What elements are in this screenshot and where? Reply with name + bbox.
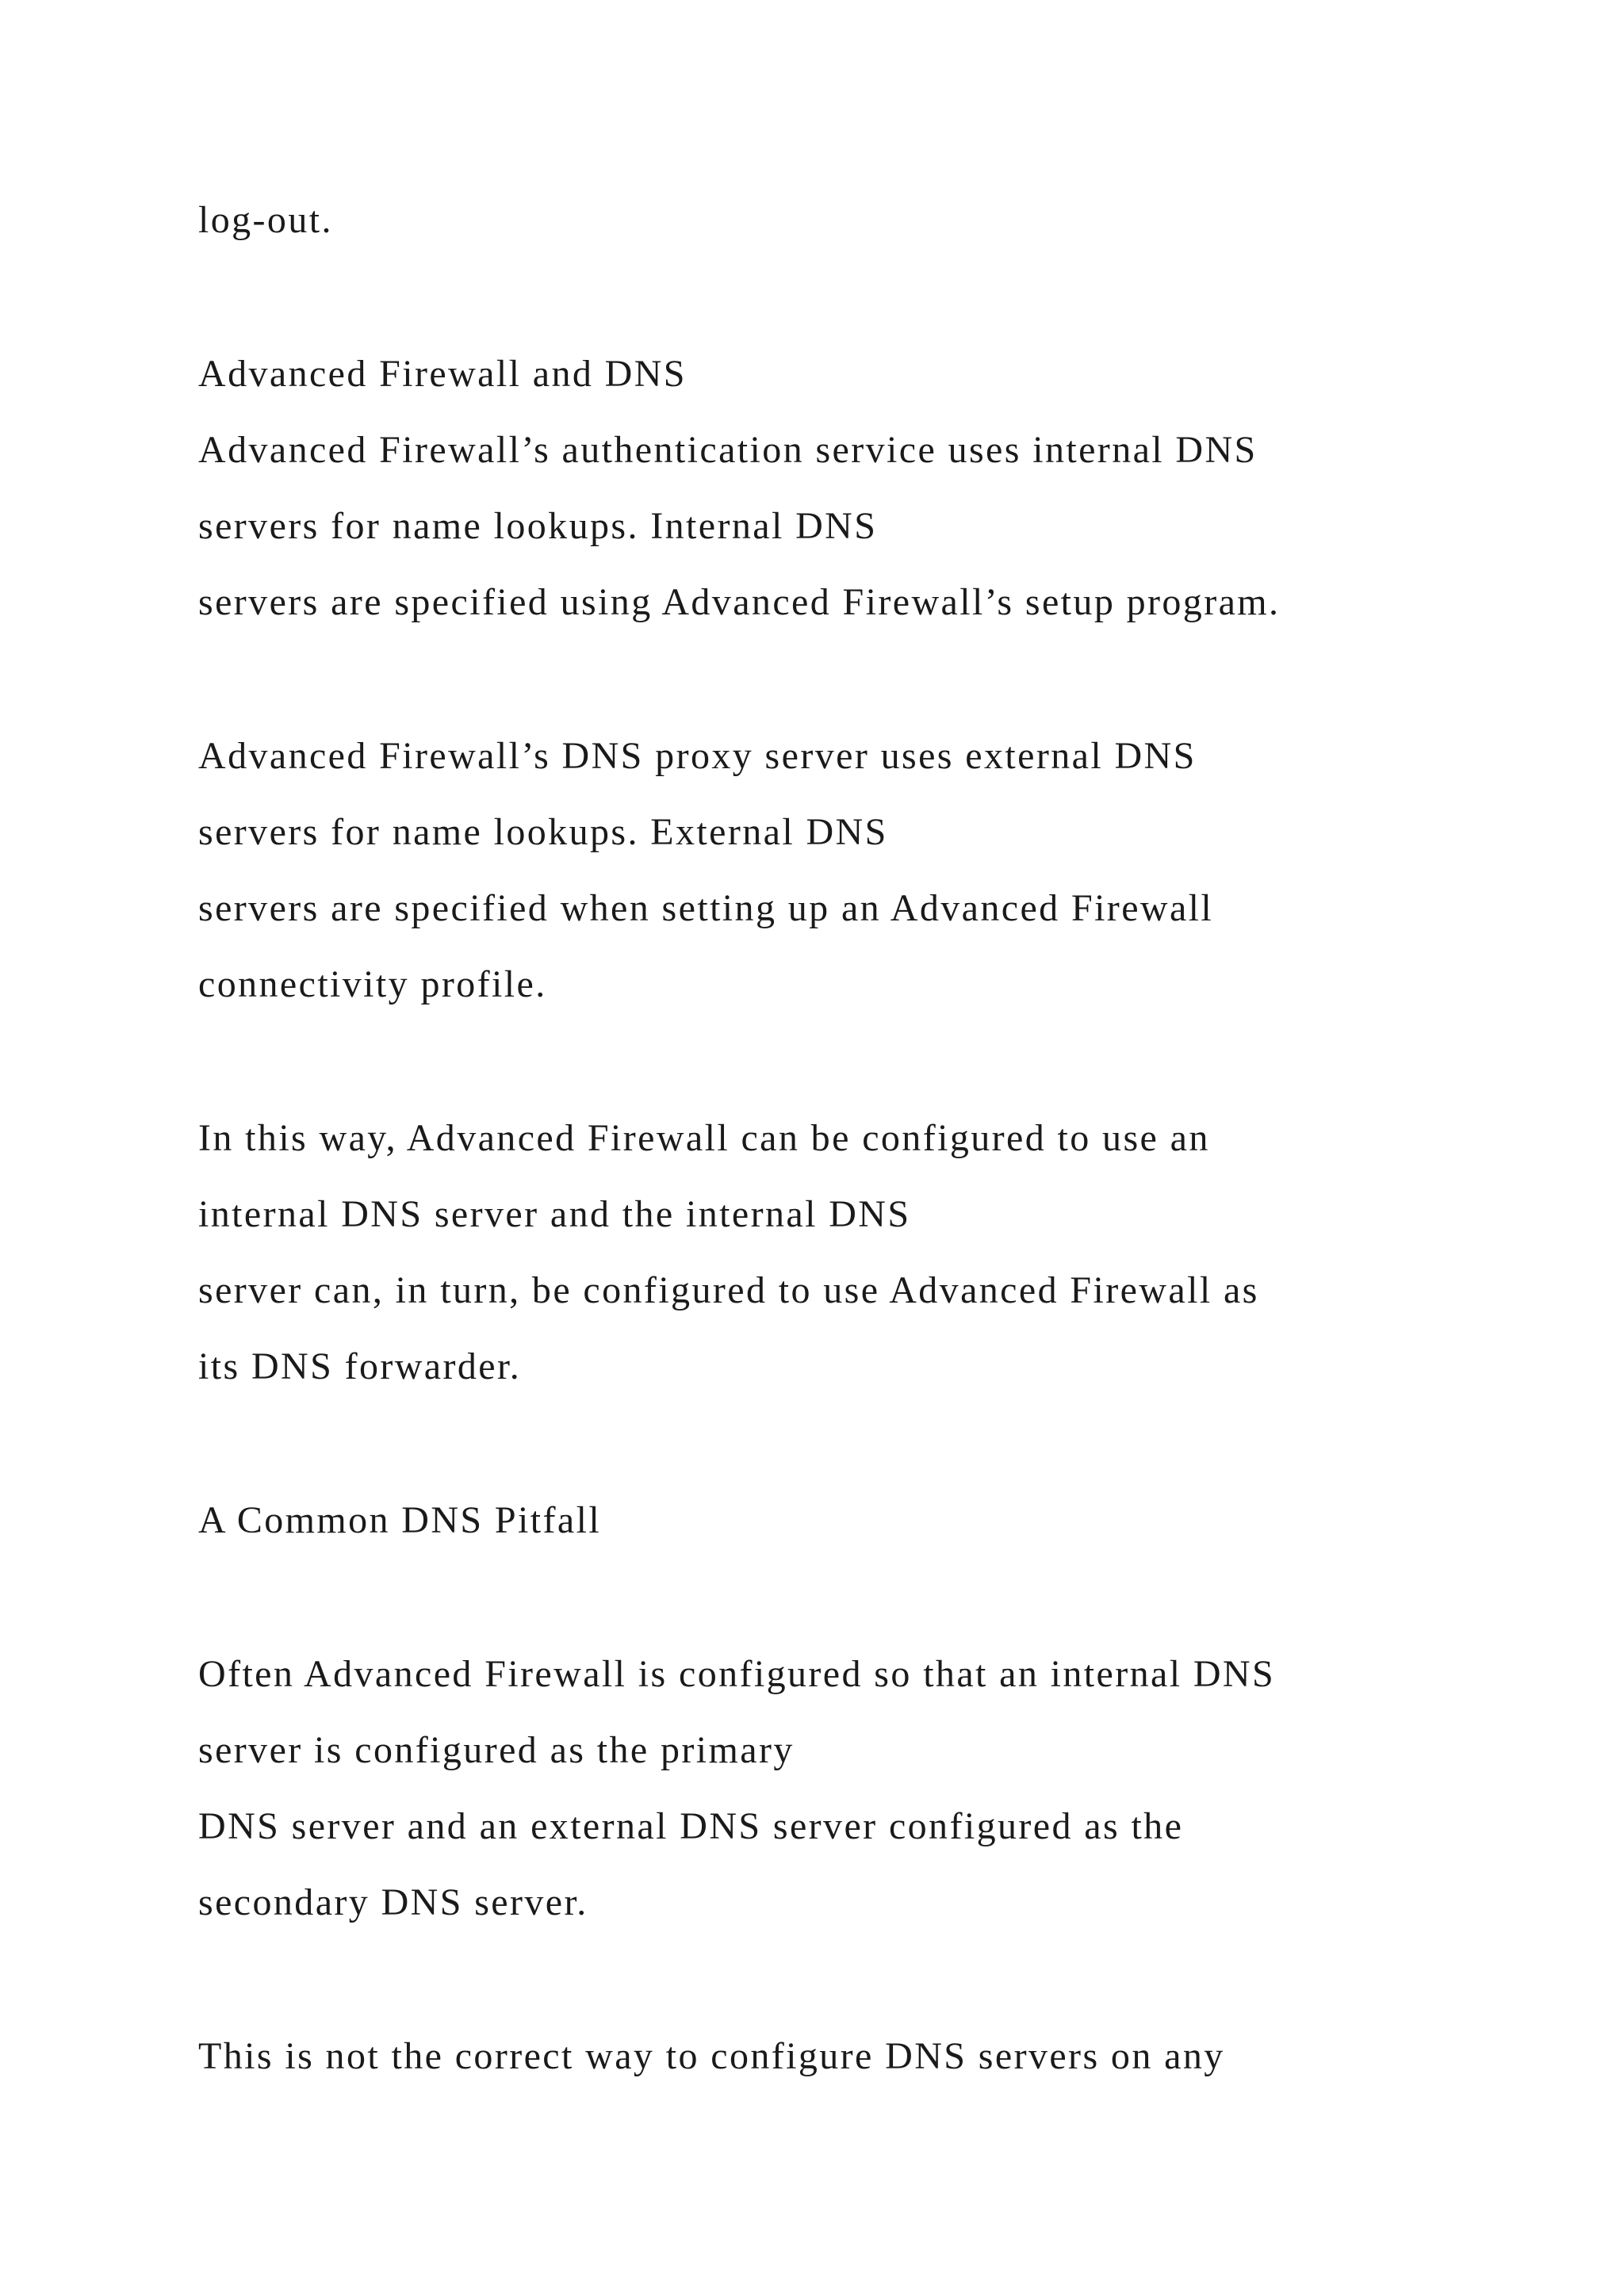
text-line: servers are specified using Advanced Firewall’s setup program. bbox=[198, 581, 1281, 623]
text-line: connectivity profile. bbox=[198, 963, 547, 1005]
text-line: internal DNS server and the internal DNS bbox=[198, 1193, 911, 1235]
text-line: secondary DNS server. bbox=[198, 1881, 588, 1923]
text-line: DNS server and an external DNS server configured as the bbox=[198, 1805, 1184, 1847]
text-line: server can, in turn, be configured to use Advanced Firewall as bbox=[198, 1269, 1259, 1311]
section-heading: A Common DNS Pitfall bbox=[198, 1499, 602, 1541]
text-line: Advanced Firewall’s authentication service uses internal DNS bbox=[198, 429, 1258, 471]
text-line: servers are specified when setting up an Advanced Firewall bbox=[198, 887, 1214, 929]
text-line: server is configured as the primary bbox=[198, 1729, 795, 1771]
text-line: In this way, Advanced Firewall can be configured to use an bbox=[198, 1117, 1210, 1159]
text-line: log-out. bbox=[198, 199, 333, 241]
text-line: servers for name lookups. External DNS bbox=[198, 811, 888, 853]
section-heading: Advanced Firewall and DNS bbox=[198, 353, 687, 395]
text-line: its DNS forwarder. bbox=[198, 1345, 522, 1387]
text-line: servers for name lookups. Internal DNS bbox=[198, 505, 878, 547]
text-line: Often Advanced Firewall is configured so that an internal DNS bbox=[198, 1653, 1276, 1695]
text-line: Advanced Firewall’s DNS proxy server uses external DNS bbox=[198, 735, 1197, 777]
text-line: This is not the correct way to configure DNS servers on any bbox=[198, 2035, 1225, 2077]
